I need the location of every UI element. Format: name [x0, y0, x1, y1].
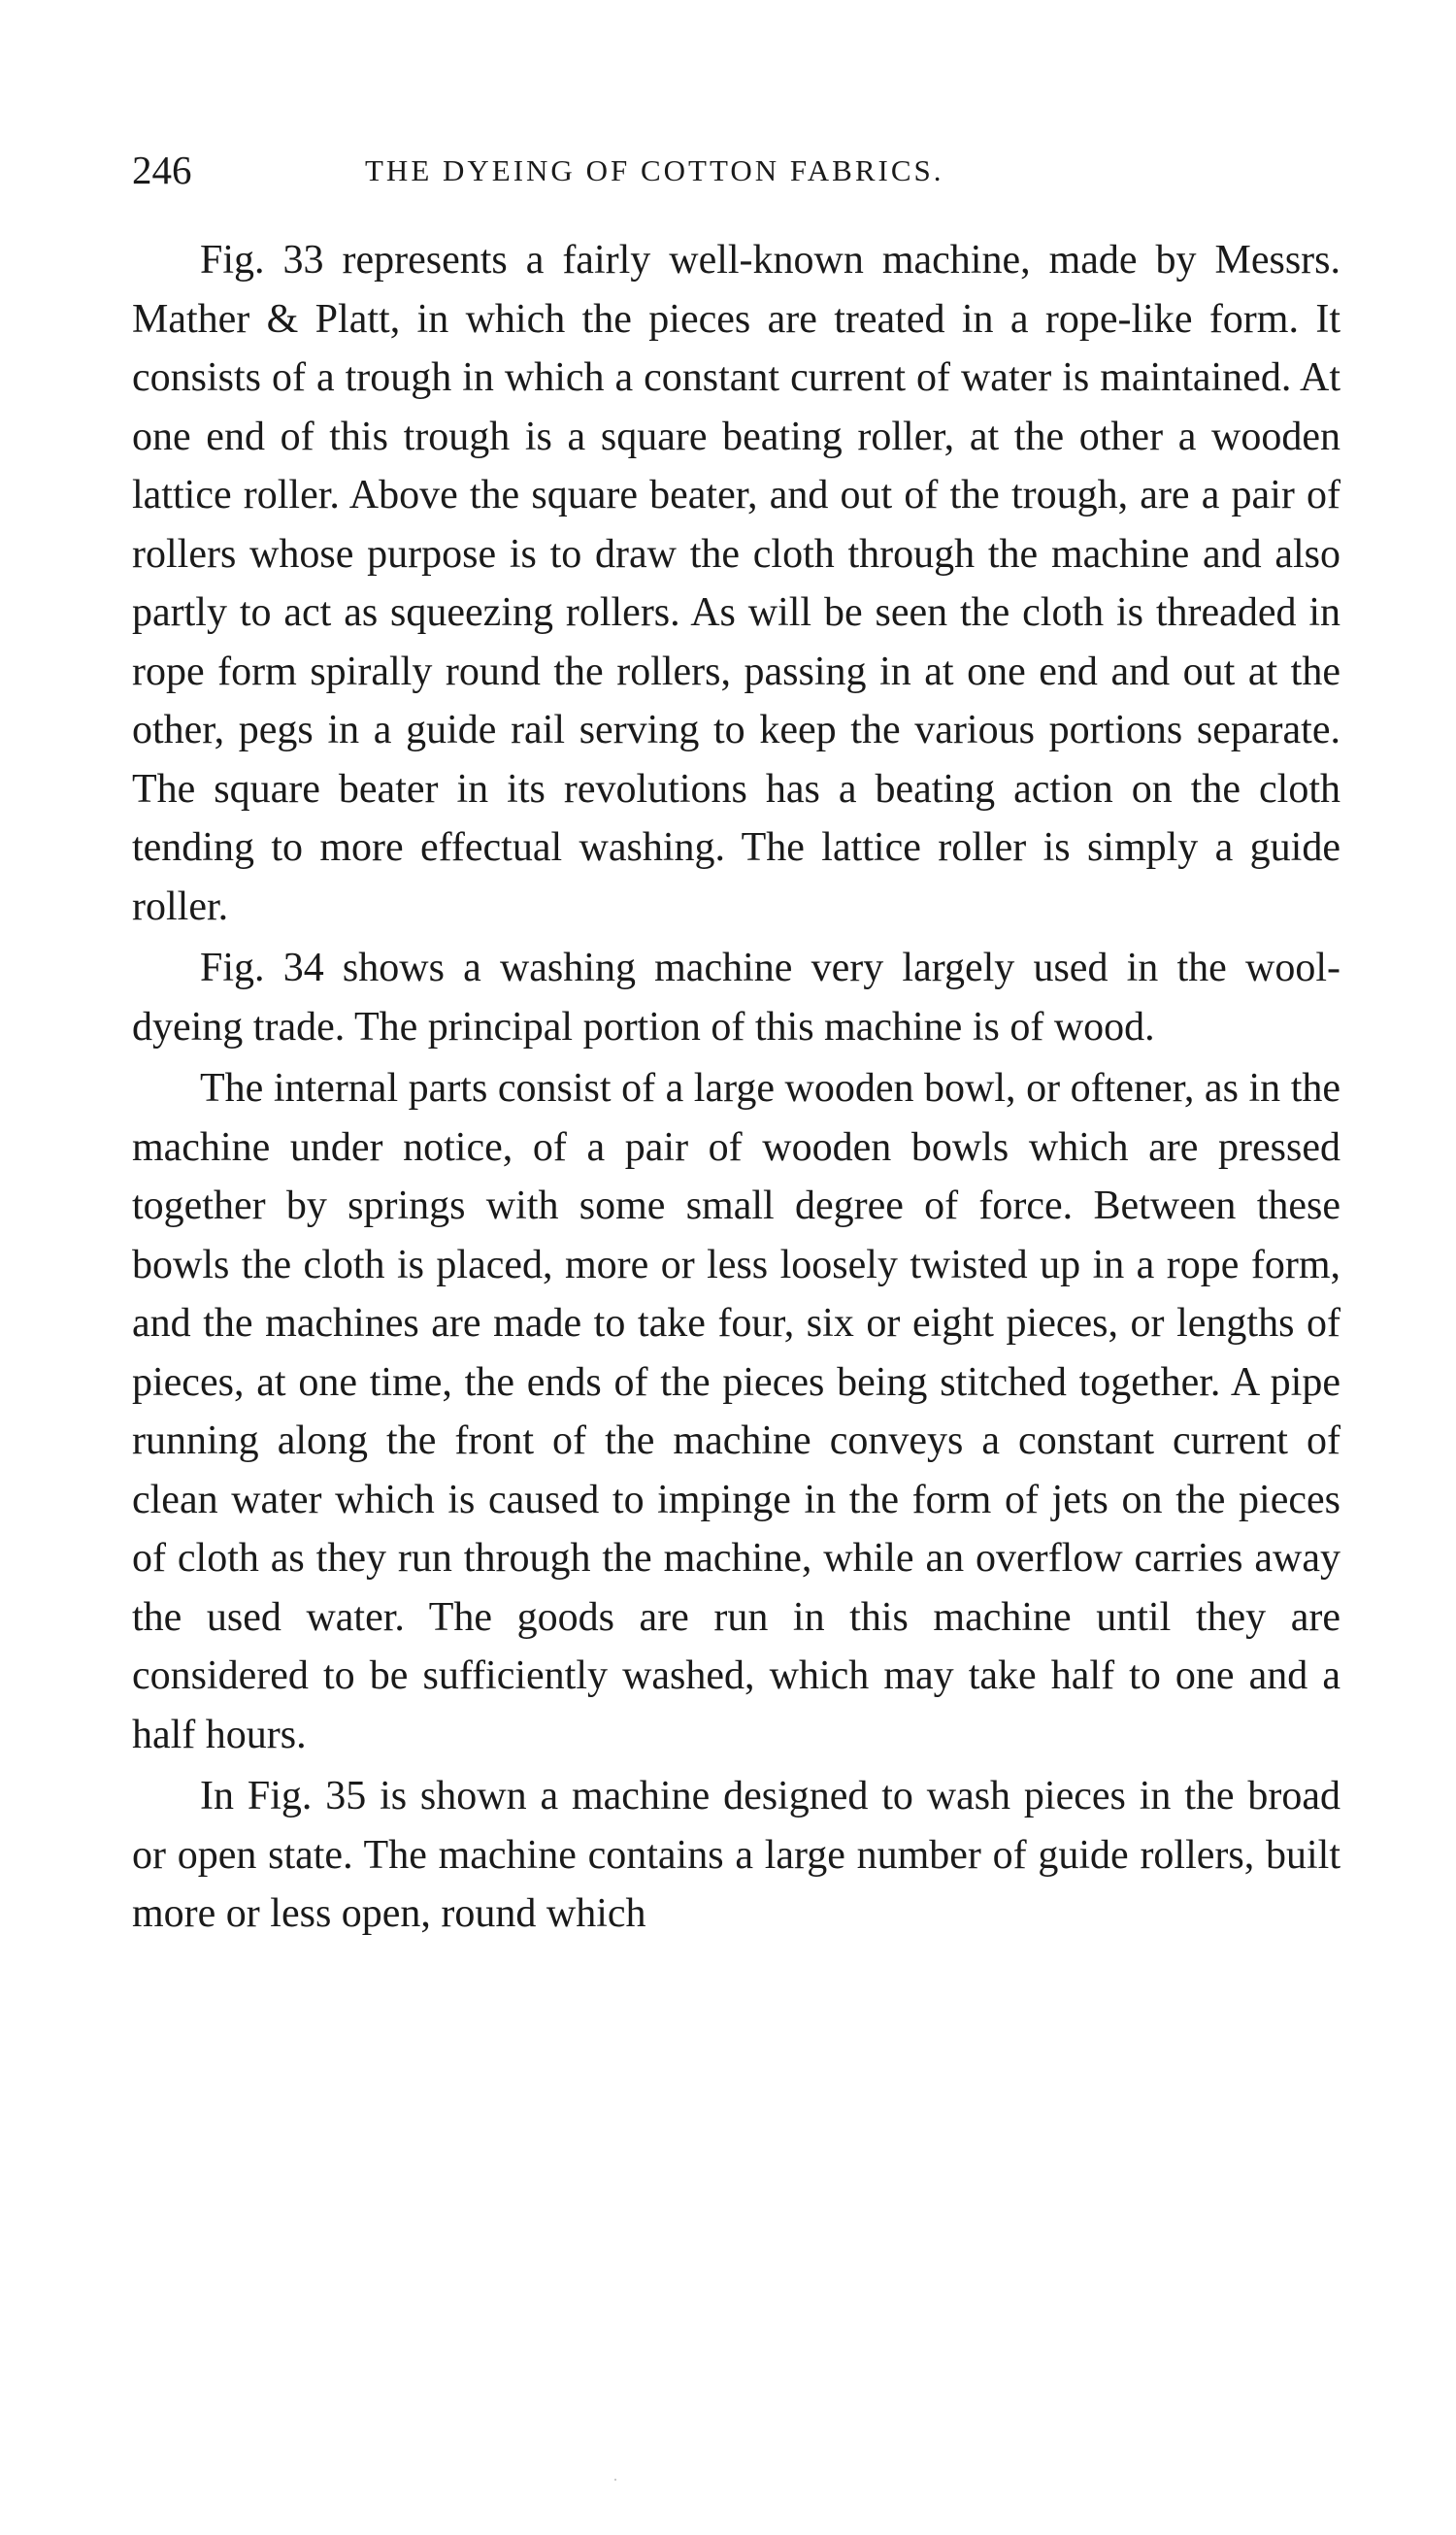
- paragraph-fig-34: Fig. 34 shows a washing machine very largely used in the wool-dyeing trade. The principal portion of this machine is of wood.: [132, 946, 1340, 1050]
- paragraph-fig-33: Fig. 33 represents a fairly well-known machine, made by Messrs. Mather & Platt, in which the pieces are treated in a rope-like form. It consists of a trough in which a constant current of water is maintained. At one end of this trough is a square beating roller, at the other a wooden lattice roller. Above the square beater, and out of the trough, are a pair of rollers whose purpose is to draw the cloth through the machine and also partly to act as squeezing rollers. As will be seen the cloth is threaded in rope form spirally round the rollers, passing in at one end and out at the other, pegs in a guide rail serving to keep the various portions separate. The square beater in its revolutions has a beating action on the cloth tending to more effectual washing. The lattice roller is simply a guide roller.: [132, 238, 1340, 929]
- running-head: THE DYEING OF COTTON FABRICS.: [365, 153, 944, 187]
- page-number: 246: [132, 148, 192, 192]
- scan-speck: [614, 2479, 616, 2481]
- body-text: [132, 231, 1340, 1947]
- paragraph-internal-parts: The internal parts consist of a large wooden bowl, or oftener, as in the machine under notice, of a pair of wooden bowls which are pressed together by springs with some small degree of force. Between these bowls the cloth is placed, more or less loosely twisted up in a rope form, and the machines are made to take four, six or eight pieces, or lengths of pieces, at one time, the ends of the pieces being stitched together. A pipe running along the front of the machine conveys a constant current of clean water which is caused to impinge in the form of jets on the pieces of cloth as they run through the machine, while an overflow carries away the used water. The goods are run in this machine until they are considered to be sufficiently washed, which may take half to one and a half hours.: [132, 1066, 1340, 1757]
- page-header: [132, 146, 1340, 194]
- paragraph-fig-35: In Fig. 35 is shown a machine designed to wash pieces in the broad or open state. The machine contains a large number of guide rollers, built more or less open, round which: [132, 1774, 1340, 1936]
